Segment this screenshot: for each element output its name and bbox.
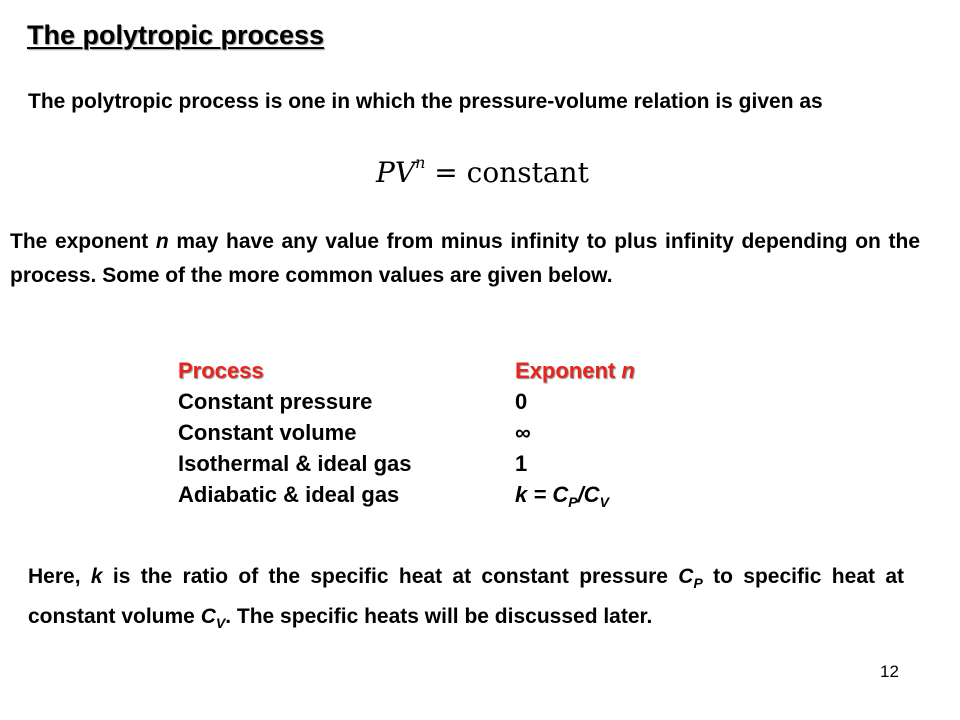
equation-lhs: PV — [376, 156, 416, 189]
cp-subscript: P — [568, 494, 578, 510]
exponent-value: 0 — [515, 389, 528, 414]
exponent-value: ∞ — [515, 420, 531, 445]
closing-cv-subscript: V — [215, 615, 226, 631]
closing-cv: C — [200, 605, 216, 628]
closing-cp-subscript: P — [693, 575, 703, 591]
exponent-value: 1 — [515, 451, 528, 476]
exponent-value — [515, 479, 715, 518]
closing-t3: to specific heat at constant volume — [28, 565, 904, 628]
intro-paragraph: The polytropic process is one in which the pressure-volume relation is given as — [28, 90, 823, 113]
exponent-paragraph-after: may have any value from minus infinity to plus infinity depending on the process. Some of the more common values are given below. — [10, 230, 920, 287]
table-row — [178, 417, 715, 448]
page-title: The polytropic process — [27, 20, 325, 50]
table-row — [178, 386, 715, 417]
closing-t2: is the ratio of the specific heat at constant pressure — [102, 565, 679, 588]
table-header-row — [178, 355, 715, 386]
closing-k: k — [90, 565, 103, 588]
k-symbol: k — [515, 482, 528, 507]
exponent-paragraph-var: n — [155, 230, 169, 253]
closing-paragraph — [28, 560, 904, 640]
closing-t1: Here, — [28, 565, 91, 588]
polytropic-equation — [376, 152, 589, 189]
closing-t4: . The specific heats will be discussed later. — [225, 605, 653, 628]
cv-text: /C — [577, 482, 600, 507]
process-name: Isothermal & ideal gas — [178, 451, 412, 476]
cp-text: = C — [527, 482, 569, 507]
equation-equals: = — [434, 156, 458, 189]
equation-rhs: constant — [466, 156, 589, 189]
closing-cp: C — [678, 565, 694, 588]
process-name: Adiabatic & ideal gas — [178, 482, 400, 507]
exponent-paragraph — [10, 225, 920, 293]
cv-subscript: V — [599, 494, 609, 510]
exponent-table — [178, 355, 715, 518]
table-row — [178, 479, 715, 518]
header-exponent — [515, 355, 715, 386]
header-process: Process — [178, 358, 264, 383]
header-exponent-text: Exponent — [515, 358, 622, 383]
process-name: Constant pressure — [178, 389, 373, 414]
exponent-paragraph-before: The exponent — [10, 230, 156, 253]
table-row — [178, 448, 715, 479]
page-number: 12 — [880, 662, 899, 681]
header-exponent-var: n — [621, 358, 635, 383]
process-name: Constant volume — [178, 420, 357, 445]
equation-exponent: n — [415, 152, 426, 172]
